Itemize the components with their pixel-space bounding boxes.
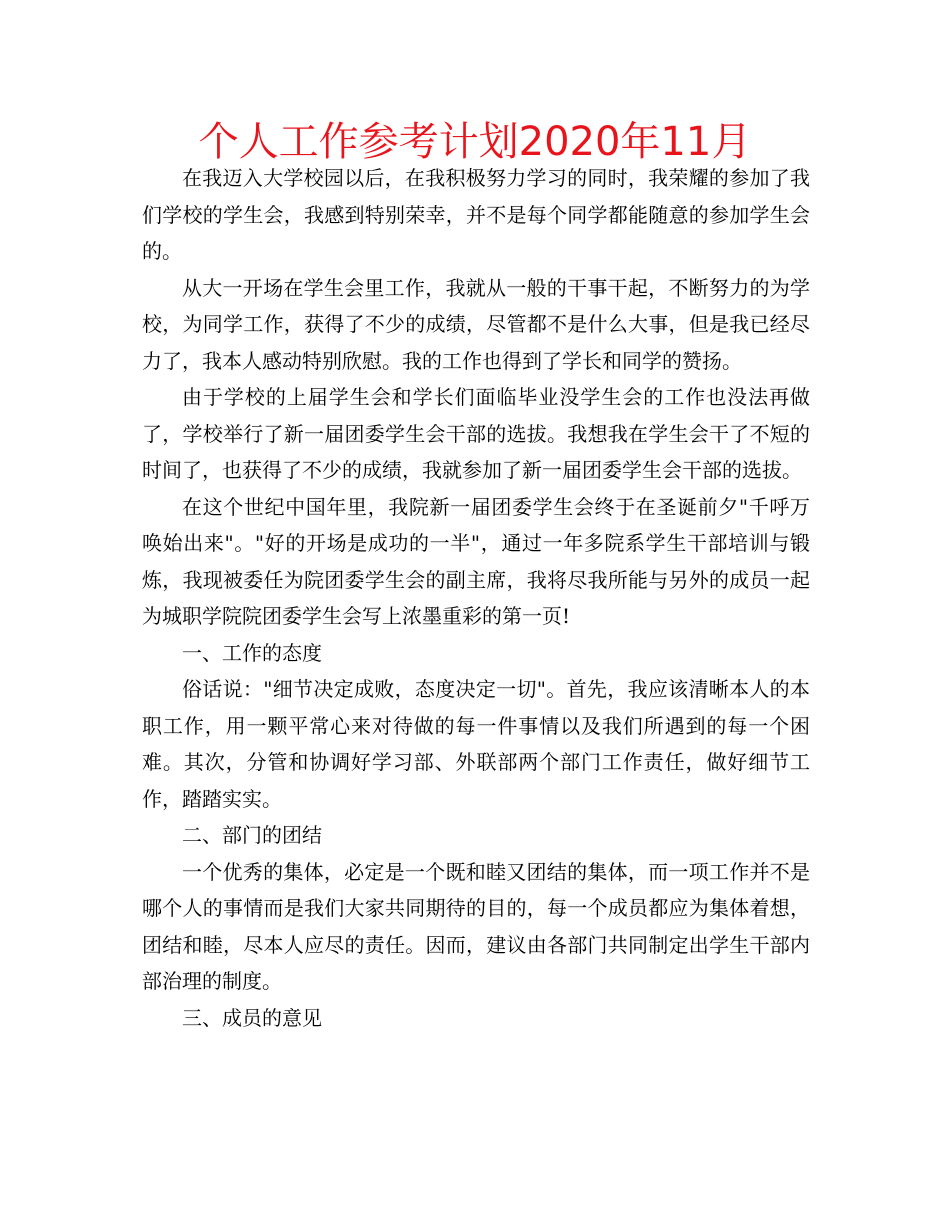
paragraph: 俗话说："细节决定成败，态度决定一切"。首先，我应该清晰本人的本职工作，用一颗平常心来对待做的每一件事情以及我们所遇到的每一个困难。其次，分管和协调好学习部、外联部两个部门工作责任，做好细节工作，踏踏实实。: [142, 677, 810, 811]
paragraph: 一个优秀的集体，必定是一个既和睦又团结的集体，而一项工作并不是哪个人的事情而是我们大家共同期待的目的，每一个成员都应为集体着想，团结和睦，尽本人应尽的责任。因而，建议由各部门共同制定出学生干部内部治理的制度。: [142, 859, 810, 993]
paragraph: 在这个世纪中国年里，我院新一届团委学生会终于在圣诞前夕"千呼万唤始出来"。"好的开场是成功的一半"，通过一年多院系学生干部培训与锻炼，我现被委任为院团委学生会的副主席，我将尽我所能与另外的成员一起为城职学院院团委学生会写上浓墨重彩的第一页!: [142, 494, 810, 628]
document-body: [142, 160, 810, 1036]
paragraph: 从大一开场在学生会里工作，我就从一般的干事干起，不断努力的为学校，为同学工作，获得了不少的成绩，尽管都不是什么大事，但是我已经尽力了，我本人感动特别欣慰。我的工作也得到了学长和同学的赞扬。: [142, 275, 810, 373]
section-heading: 一、工作的态度: [182, 640, 322, 665]
paragraph: 在我迈入大学校园以后，在我积极努力学习的同时，我荣耀的参加了我们学校的学生会，我感到特别荣幸，并不是每个同学都能随意的参加学生会的。: [142, 166, 810, 263]
paragraph: 由于学校的上届学生会和学长们面临毕业没学生会的工作也没法再做了，学校举行了新一届团委学生会干部的选拔。我想我在学生会干了不短的时间了，也获得了不少的成绩，我就参加了新一届团委学生会干部的选拔。: [142, 385, 810, 482]
section-heading: 三、成员的意见: [182, 1005, 322, 1030]
document-title: 个人工作参考计划2020年11月: [198, 119, 752, 165]
section-heading: 二、部门的团结: [182, 823, 322, 847]
